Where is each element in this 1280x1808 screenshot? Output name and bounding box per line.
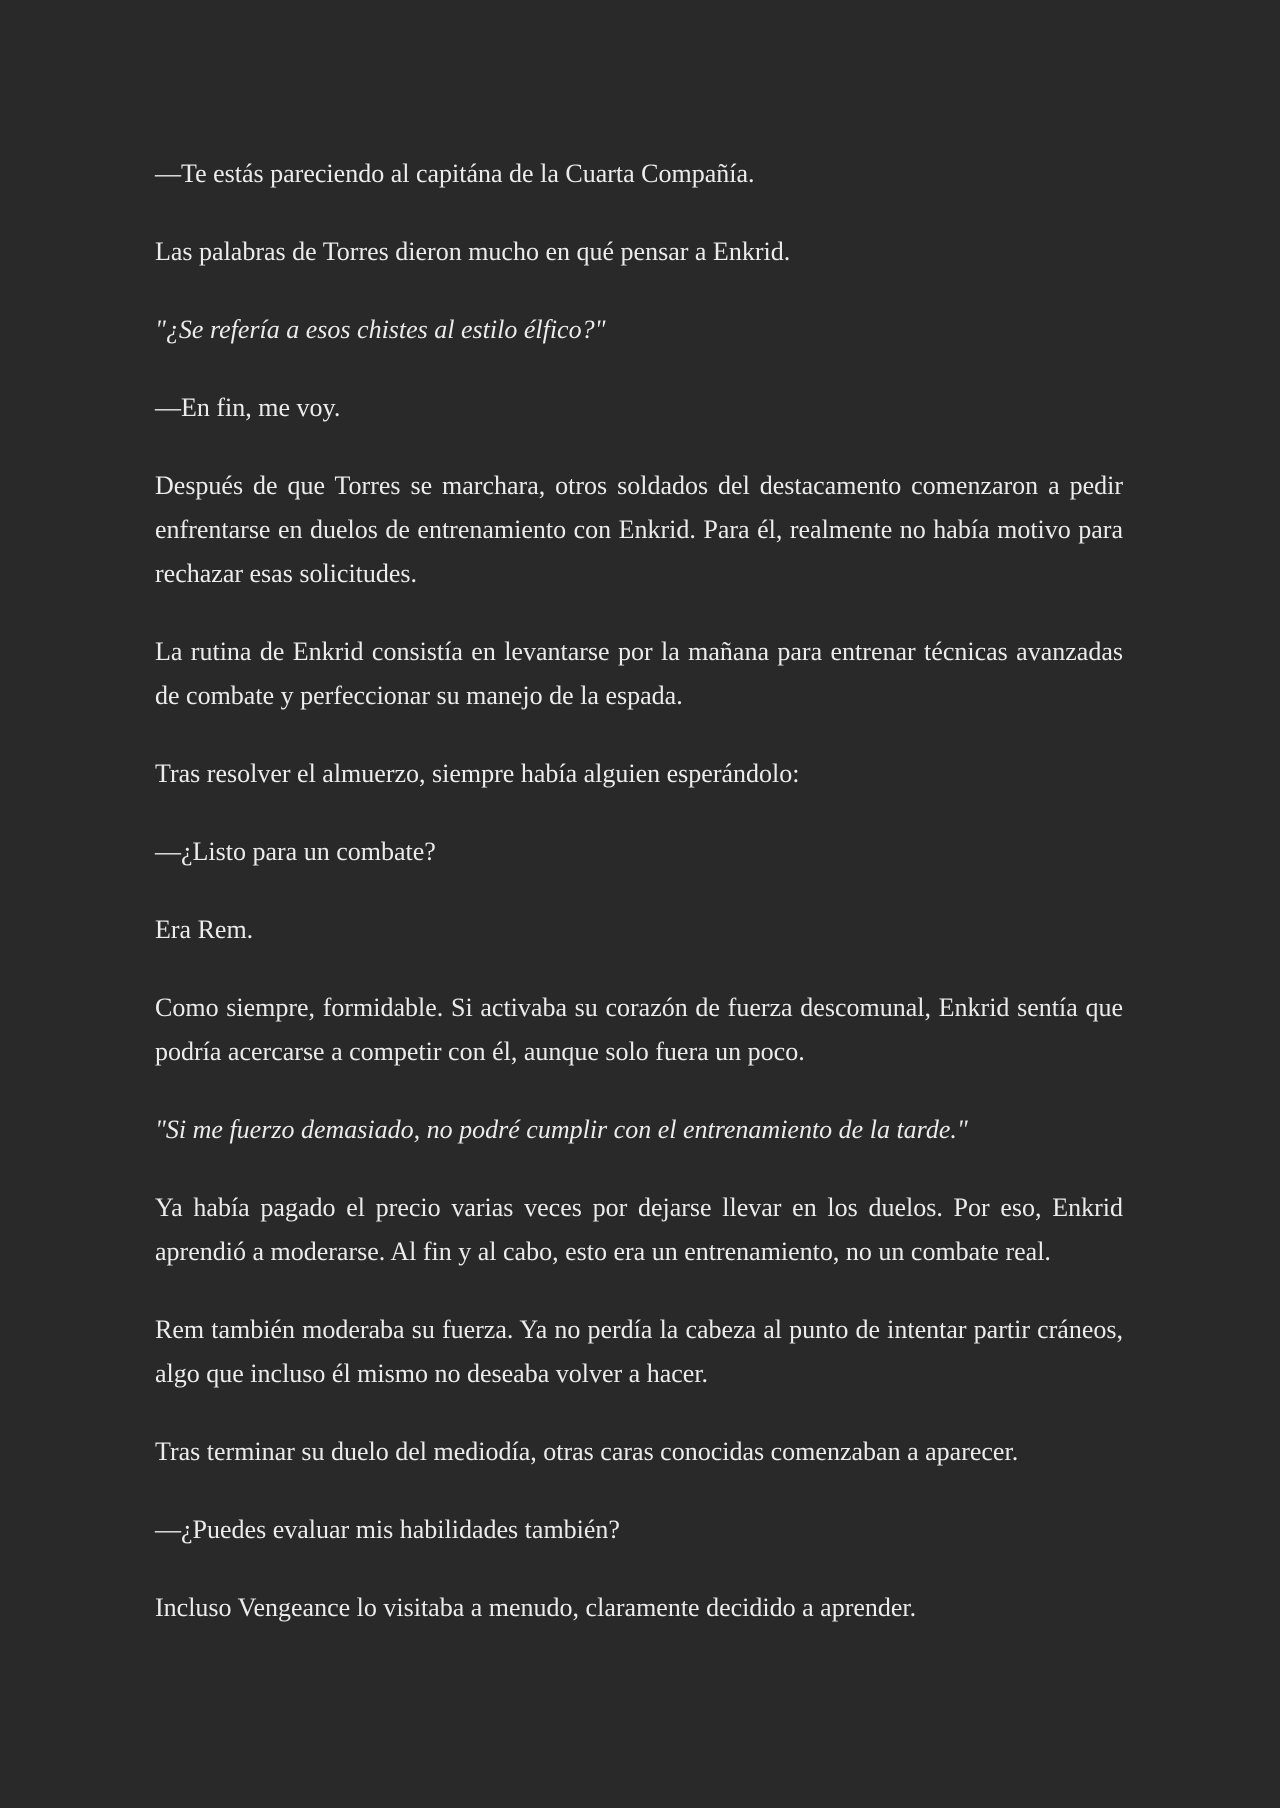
paragraph-2: Las palabras de Torres dieron mucho en qué pensar a Enkrid. (155, 237, 791, 266)
paragraph-6: La rutina de Enkrid consistía en levantarse por la mañana para entrenar técnicas avanzadas de combate y perfeccionar su manejo de la espada. (155, 637, 1123, 710)
paragraph-1: —Te estás pareciendo al capitána de la Cuarta Compañía. (155, 159, 755, 188)
paragraph-7: Tras resolver el almuerzo, siempre había alguien esperándolo: (155, 759, 800, 788)
thought-paragraph-3: "¿Se refería a esos chistes al estilo élfico?" (155, 315, 606, 344)
paragraph-10: Como siempre, formidable. Si activaba su corazón de fuerza descomunal, Enkrid sentía que podría acercarse a competir con él, aunque solo fuera un poco. (155, 993, 1123, 1066)
paragraph-5: Después de que Torres se marchara, otros soldados del destacamento comenzaron a pedir enfrentarse en duelos de entrenamiento con Enkrid. Para él, realmente no había motivo para rechazar esas solicitudes. (155, 471, 1123, 588)
paragraph-4: —En fin, me voy. (155, 393, 341, 422)
paragraph-8: —¿Listo para un combate? (155, 837, 436, 866)
paragraph-13: Rem también moderaba su fuerza. Ya no perdía la cabeza al punto de intentar partir cráneos, algo que incluso él mismo no deseaba volver a hacer. (155, 1315, 1123, 1388)
chapter-text (155, 152, 1123, 1664)
paragraph-9: Era Rem. (155, 915, 254, 944)
paragraph-14: Tras terminar su duelo del mediodía, otras caras conocidas comenzaban a aparecer. (155, 1437, 1019, 1466)
paragraph-15: —¿Puedes evaluar mis habilidades también? (155, 1515, 620, 1544)
paragraph-16: Incluso Vengeance lo visitaba a menudo, claramente decidido a aprender. (155, 1593, 917, 1622)
thought-paragraph-11: "Si me fuerzo demasiado, no podré cumplir con el entrenamiento de la tarde." (155, 1115, 968, 1144)
paragraph-12: Ya había pagado el precio varias veces por dejarse llevar en los duelos. Por eso, Enkrid aprendió a moderarse. Al fin y al cabo, esto era un entrenamiento, no un combate real. (155, 1193, 1123, 1266)
